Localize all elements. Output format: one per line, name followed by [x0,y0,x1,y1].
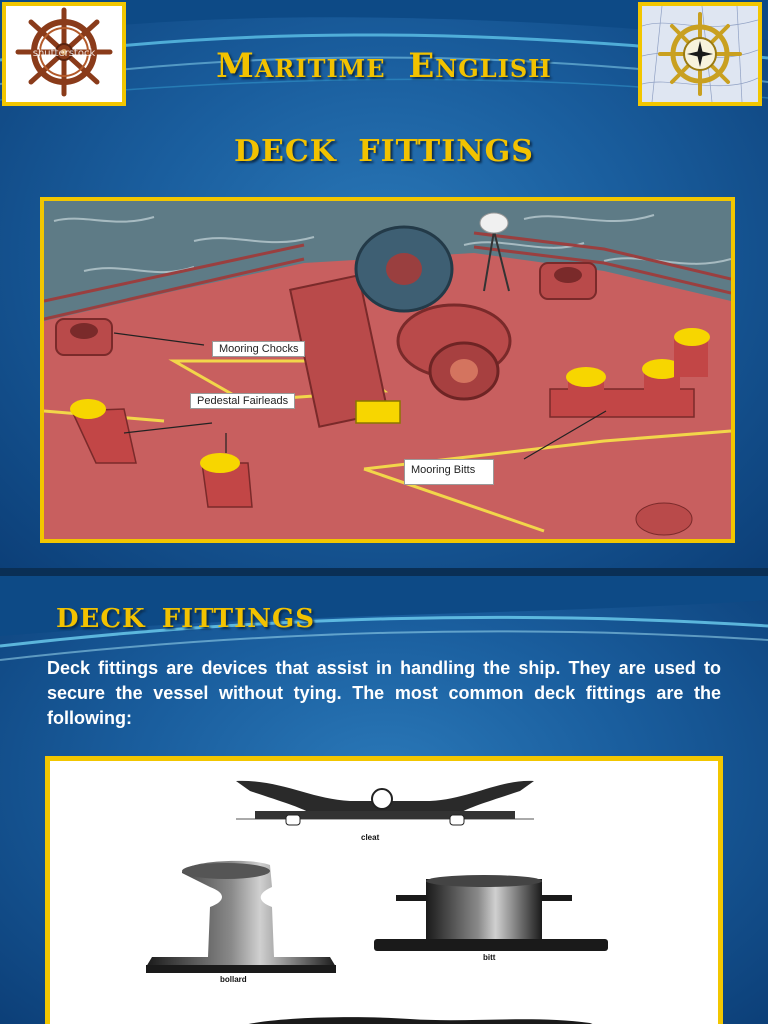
section-title: DECK FITTINGS [56,604,316,634]
slide-deck-fittings [0,576,768,1024]
callout-pedestal-fairleads: Pedestal Fairleads [190,393,295,409]
cleat-drawing [236,781,534,825]
label-bitt: bitt [483,953,496,962]
page-title: Maritime English [216,46,552,86]
mooring-chock-left [56,319,112,355]
bitt-drawing [374,875,608,951]
callout-mooring-chocks: Mooring Chocks [212,341,305,357]
svg-text:shutterstock: shutterstock [32,48,96,59]
ship-deck-illustration [44,201,731,539]
label-cleat: cleat [361,833,380,842]
callout-mooring-bitts: Mooring Bitts [404,459,494,485]
slide-separator [0,568,768,576]
intro-paragraph: Deck fittings are devices that assist in handling the ship. They are used to secure the vessel without tying. The most common deck fittings are the following: [47,658,721,728]
deck-fittings-photo [40,197,735,543]
section-subtitle: DECK FITTINGS [234,134,534,169]
mooring-chock-right [540,263,596,299]
deck-fittings-diagram [45,756,723,1024]
bollard-drawing [146,861,336,973]
fittings-line-drawing [50,761,718,1024]
label-bollard: bollard [220,975,247,984]
